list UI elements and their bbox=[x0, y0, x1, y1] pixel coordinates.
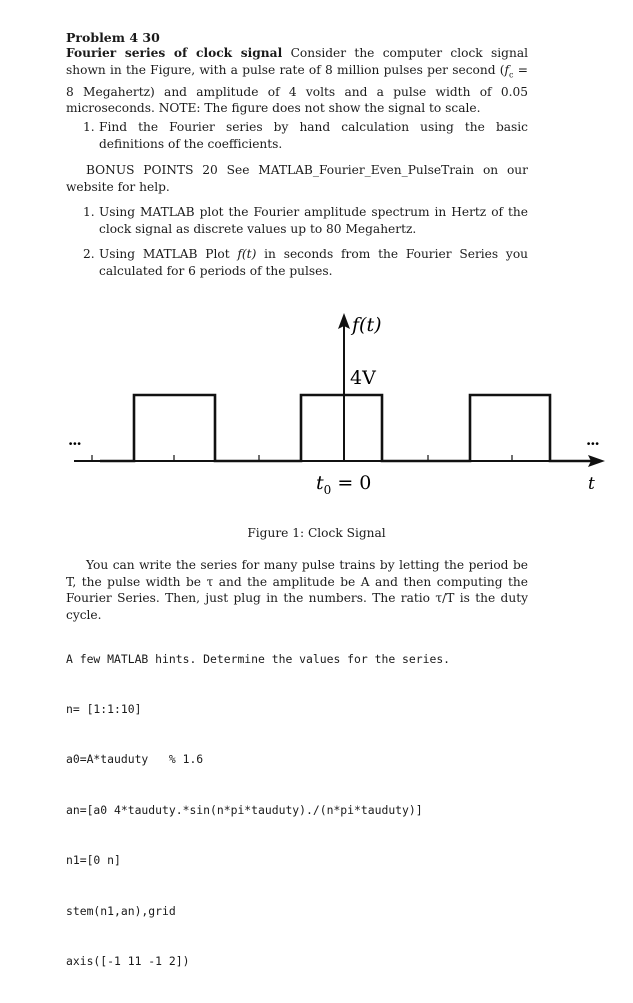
bonus-paragraph: BONUS POINTS 20 See MATLAB_Fourier_Even_PulseTrain on our website for help. bbox=[66, 163, 528, 194]
code-line: stem(n1,an),grid bbox=[66, 903, 176, 918]
x-axis-label: t bbox=[588, 474, 595, 494]
bonus-task-number: 1. bbox=[83, 205, 95, 219]
amplitude-label: 4V bbox=[350, 367, 376, 389]
problem-title: Fourier series of clock signal bbox=[66, 46, 283, 60]
bonus-task-item bbox=[83, 204, 528, 237]
fc-subscript: c bbox=[509, 70, 514, 80]
code-line: a0=A*tauduty % 1.6 bbox=[66, 752, 204, 767]
bonus-task-func: f(t) bbox=[237, 247, 257, 261]
ellipsis-right: ... bbox=[586, 431, 599, 449]
code-line: axis([-1 11 -1 2]) bbox=[66, 953, 190, 968]
closing-paragraph: You can write the series for many pulse trains by letting the period be T, the pulse width be τ and the amplitude be A and then computing the Fourier Series. Then, just plug in the numbers. The ratio τ/T is the duty cycle. bbox=[66, 558, 528, 622]
figure-caption: Figure 1: Clock Signal bbox=[247, 526, 386, 540]
bonus-task-text: Using MATLAB plot the Fourier amplitude spectrum in Hertz of the clock signal as discrete values up to 80 Megahertz. bbox=[99, 205, 528, 236]
code-line: n= [1:1:10] bbox=[66, 701, 142, 716]
code-line: A few MATLAB hints. Determine the values for the series. bbox=[66, 651, 451, 666]
fc-value: = 8 Megahertz) bbox=[66, 62, 528, 99]
bonus-task-text-after: in seconds from the Fourier Series you calculated for 6 periods of the pulses. bbox=[99, 247, 529, 278]
task-text: Find the Fourier series by hand calculation using the basic definitions of the coefficients. bbox=[99, 120, 528, 151]
origin-label: $t_0 = 0$ bbox=[316, 472, 372, 497]
pulse-train bbox=[100, 395, 595, 461]
problem-statement bbox=[66, 45, 528, 117]
task-item bbox=[83, 119, 528, 152]
matlab-hints bbox=[66, 617, 450, 1003]
bonus-task-text-before: Using MATLAB Plot bbox=[99, 247, 238, 261]
task-number: 1. bbox=[83, 120, 95, 134]
fc-symbol: f bbox=[504, 62, 510, 77]
code-line: n1=[0 n] bbox=[66, 853, 121, 868]
bonus-task-item bbox=[83, 246, 528, 279]
ellipsis-left: ... bbox=[68, 431, 81, 449]
clock-signal-figure bbox=[60, 305, 620, 505]
problem-intro-rest: and amplitude of 4 volts and a pulse width of 0.05 microseconds. NOTE: The figure does not show the signal to scale. bbox=[66, 84, 528, 116]
y-axis-label: f(t) bbox=[352, 314, 382, 336]
problem-heading: Problem 4 30 bbox=[66, 30, 160, 45]
problem-intro: Consider the computer clock signal shown in the Figure, with a pulse rate of 8 million pulses per second ( bbox=[66, 46, 528, 77]
code-line: an=[a0 4*tauduty.*sin(n*pi*tauduty)./(n*pi*tauduty)] bbox=[66, 802, 423, 817]
bonus-task-number: 2. bbox=[83, 247, 95, 261]
